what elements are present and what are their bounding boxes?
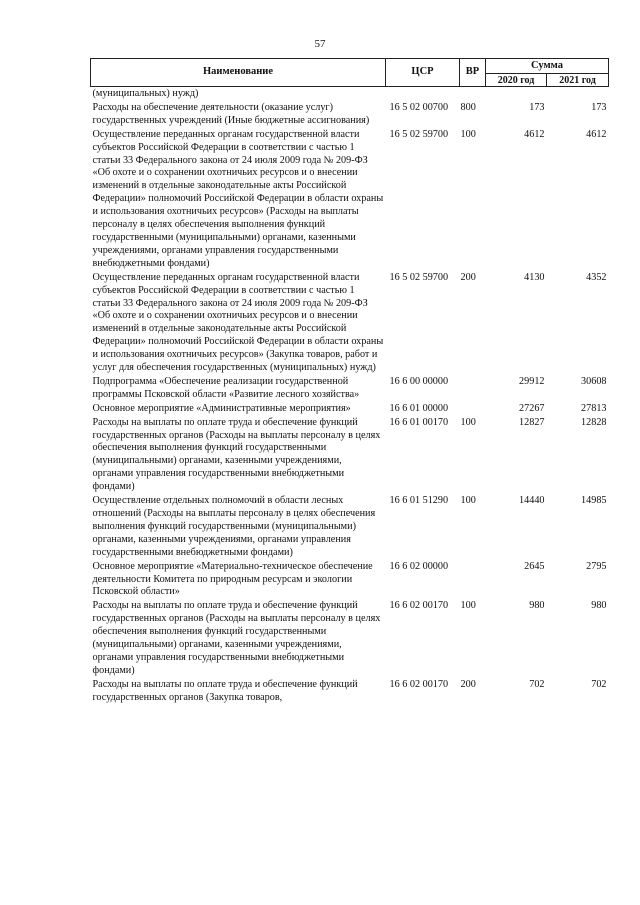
header-vr: ВР bbox=[460, 59, 486, 87]
row-name: Осуществление переданных органам государственной власти субъектов Российской Федерации в соответствии с частью 1 статьи 33 Федерального закона от 24 июля 2009 года № 209-ФЗ «Об охоте и о сохранении охотничьих ресурсов и о внесении изменений в отдельные законодательные акты Российской Федерации» полномочий Российской Федерации в области охраны и использования охотничьих ресурсов» (Расходы на выплаты персоналу в целях обеспечения выполнения функций государственными (муниципальными) органами, казенными учреждениями, органами управления государственными внебюджетными фондами) bbox=[92, 128, 384, 269]
row-name: Расходы на выплаты по оплате труда и обеспечение функций государственных органов (Расходы на выплаты персоналу в целях обеспечения выполнения функций государственными (муниципальными) органами, казенными учреждениями, органами управления государственными внебюджетными фондами) bbox=[92, 416, 381, 493]
table-header bbox=[91, 59, 609, 87]
row-csr: 16 6 01 51290 bbox=[389, 495, 449, 507]
budget-table bbox=[90, 58, 609, 705]
header-csr: ЦСР bbox=[386, 59, 460, 87]
table-row bbox=[91, 494, 609, 560]
row-vr: 200 bbox=[460, 678, 476, 690]
row-name: Расходы на выплаты по оплате труда и обеспечение функций государственных органов (Расходы на выплаты персоналу в целях обеспечения выполнения функций государственными (муниципальными) органами, казенными учреждениями, органами управления государственными внебюджетными фондами) bbox=[92, 600, 381, 676]
row-2020: 173 bbox=[529, 101, 545, 113]
row-2020: 12827 bbox=[519, 416, 545, 428]
row-2021: 14985 bbox=[581, 495, 607, 507]
table-row bbox=[91, 87, 609, 101]
row-2021: 4352 bbox=[586, 271, 607, 283]
row-vr: 800 bbox=[460, 101, 476, 113]
table-row bbox=[91, 375, 609, 402]
row-2020: 4130 bbox=[524, 271, 545, 283]
row-name: Основное мероприятие «Материально-техническое обеспечение деятельности Комитета по природным ресурсам и экологии Псковской области» bbox=[92, 560, 373, 598]
row-csr: 16 6 02 00170 bbox=[389, 678, 449, 690]
row-csr: 16 6 01 00170 bbox=[389, 416, 449, 428]
row-csr: 16 6 02 00000 bbox=[389, 560, 449, 572]
row-name: Расходы на обеспечение деятельности (оказание услуг) государственных учреждений (Иные бюджетные ассигнования) bbox=[92, 101, 370, 126]
row-csr: 16 6 00 00000 bbox=[389, 375, 449, 387]
header-year-2021: 2021 год bbox=[547, 74, 609, 87]
row-2020 bbox=[486, 87, 547, 101]
table-row bbox=[91, 599, 609, 677]
row-2020: 4612 bbox=[524, 128, 545, 140]
row-2021: 702 bbox=[591, 678, 607, 690]
table-row bbox=[91, 101, 609, 128]
header-sum: Сумма bbox=[486, 59, 609, 74]
table-row bbox=[91, 560, 609, 600]
row-2021: 27813 bbox=[581, 402, 607, 414]
row-2020: 27267 bbox=[519, 402, 545, 414]
row-2021: 30608 bbox=[581, 375, 607, 387]
row-vr bbox=[460, 375, 486, 402]
row-name: Осуществление переданных органам государственной власти субъектов Российской Федерации в соответствии с частью 1 статьи 33 Федерального закона от 24 июля 2009 года № 209-ФЗ «Об охоте и о сохранении охотничьих ресурсов и о внесении изменений в отдельные законодательные акты Российской Федерации» полномочий Российской Федерации в области охраны и использования охотничьих ресурсов» (Закупка товаров, работ и услуг для обеспечения государственных (муниципальных) нужд) bbox=[92, 271, 384, 374]
table-row bbox=[91, 416, 609, 494]
row-vr bbox=[460, 560, 486, 600]
row-name: Осуществление отдельных полномочий в области лесных отношений (Расходы на выплаты персоналу в целях обеспечения выполнения функций государственными (муниципальными) органами, казенными учреждениями, органами управления государственными внебюджетными фондами) bbox=[92, 495, 376, 558]
row-csr: 16 6 02 00170 bbox=[389, 600, 449, 612]
row-vr: 200 bbox=[460, 271, 476, 283]
table-row bbox=[91, 271, 609, 375]
table-row bbox=[91, 402, 609, 416]
row-csr: 16 6 01 00000 bbox=[389, 402, 449, 414]
row-2021: 12828 bbox=[581, 416, 607, 428]
row-csr: 16 5 02 00700 bbox=[389, 101, 449, 113]
row-vr bbox=[460, 87, 486, 101]
row-2020: 702 bbox=[529, 678, 545, 690]
table-row bbox=[91, 678, 609, 705]
row-2021: 980 bbox=[591, 600, 607, 612]
row-name: Основное мероприятие «Административные мероприятия» bbox=[92, 402, 351, 414]
row-2021: 173 bbox=[591, 101, 607, 113]
page-number: 57 bbox=[314, 38, 326, 50]
row-2021 bbox=[547, 87, 609, 101]
row-csr bbox=[386, 87, 460, 101]
header-name: Наименование bbox=[91, 59, 386, 87]
row-vr: 100 bbox=[460, 600, 476, 612]
row-2020: 29912 bbox=[519, 375, 545, 387]
table-body bbox=[91, 87, 609, 705]
row-2020: 2645 bbox=[524, 560, 545, 572]
row-2021: 4612 bbox=[586, 128, 607, 140]
row-csr: 16 5 02 59700 bbox=[389, 271, 449, 283]
table-row bbox=[91, 128, 609, 271]
row-csr: 16 5 02 59700 bbox=[389, 128, 449, 140]
row-name: (муниципальных) нужд) bbox=[92, 88, 199, 99]
row-name: Подпрограмма «Обеспечение реализации государственной программы Псковской области «Развитие лесного хозяйства» bbox=[92, 375, 360, 400]
row-vr bbox=[460, 402, 486, 416]
row-name: Расходы на выплаты по оплате труда и обеспечение функций государственных органов (Закупка товаров, bbox=[92, 678, 358, 703]
row-2021: 2795 bbox=[586, 560, 607, 572]
row-vr: 100 bbox=[460, 416, 476, 428]
row-2020: 14440 bbox=[519, 495, 545, 507]
row-vr: 100 bbox=[460, 495, 476, 507]
header-year-2020: 2020 год bbox=[486, 74, 547, 87]
row-2020: 980 bbox=[529, 600, 545, 612]
row-vr: 100 bbox=[460, 128, 476, 140]
